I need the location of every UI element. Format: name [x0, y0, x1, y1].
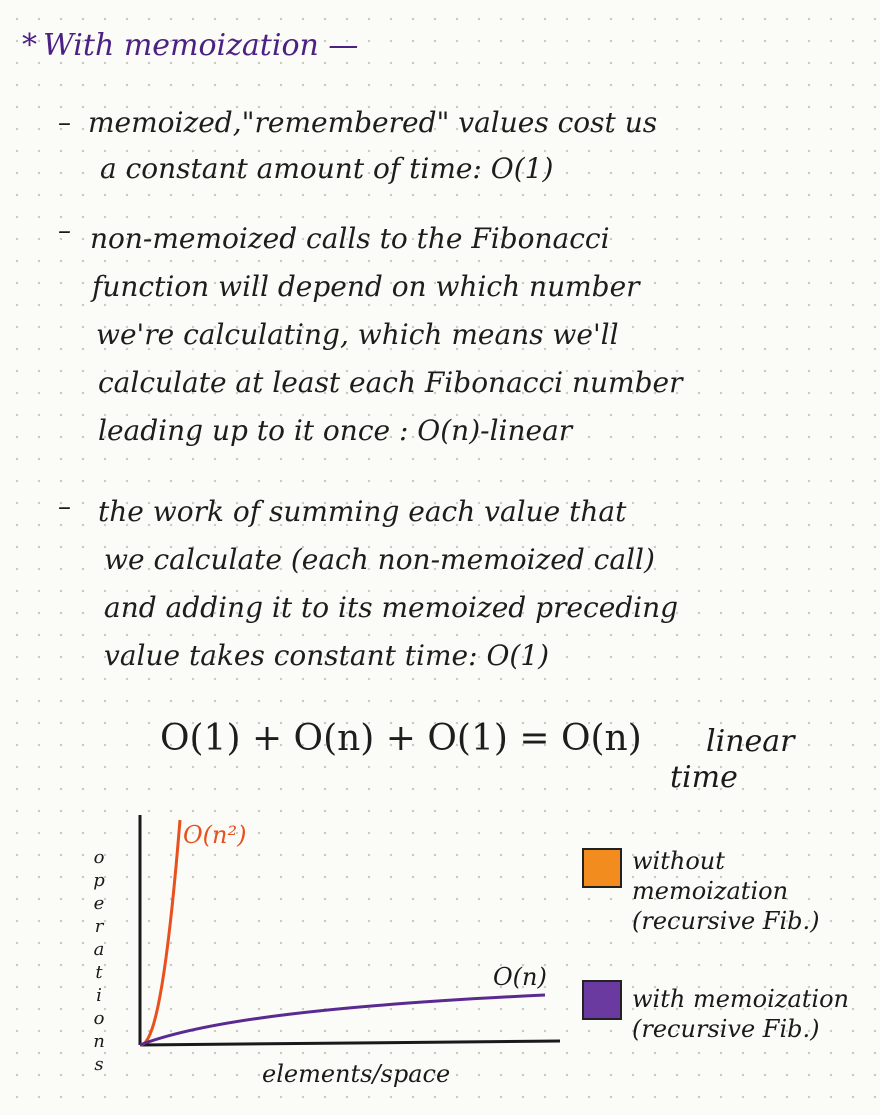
bullet-3-line-4: value takes constant time: O(1): [104, 639, 550, 672]
star-icon: *: [22, 28, 37, 63]
y-axis-label-letter: o: [93, 847, 105, 868]
legend-without-line-1: without: [632, 847, 725, 875]
bullet-2-line-1: non-memoized calls to the Fibonacci: [90, 222, 610, 255]
legend-label-with: [632, 984, 849, 1044]
legend-without-line-2: memoization: [632, 877, 789, 905]
bullet-3-line-3: and adding it to its memoized preceding: [104, 591, 679, 624]
bullet-2-line-5: leading up to it once : O(n)-linear: [98, 414, 573, 447]
quadratic-curve: [140, 820, 180, 1045]
title-text: With memoization: [43, 28, 319, 63]
bullet-1-line-2: a constant amount of time: O(1): [100, 152, 554, 185]
quadratic-label: O(n²): [183, 821, 247, 849]
complexity-chart: [85, 805, 585, 1065]
y-axis-label-letter: r: [94, 916, 104, 937]
title-dash: —: [328, 28, 359, 63]
x-axis-label: elements/space: [262, 1060, 451, 1088]
legend-with-line-2: (recursive Fib.): [632, 1015, 820, 1043]
bullet-2-line-3: we're calculating, which means we'll: [96, 318, 619, 351]
bullet-2-line-4: calculate at least each Fibonacci number: [98, 366, 683, 399]
y-axis-label-letter: i: [96, 985, 102, 1006]
equation-linear-label: linear: [706, 724, 795, 759]
legend-label-without: [632, 846, 819, 936]
bullet-3-line-1: the work of summing each value that: [98, 495, 627, 528]
legend-swatch-with: [582, 980, 622, 1020]
legend-swatch-with-fill: [584, 982, 620, 1018]
y-axis-label-letter: t: [95, 962, 103, 983]
bullet-2-line-2: function will depend on which number: [92, 270, 640, 303]
x-axis: [140, 1041, 560, 1045]
bullet-3-line-2: we calculate (each non-memoized call): [104, 543, 655, 576]
bullet-marker-3: –: [58, 492, 71, 522]
legend-swatch-without: [582, 848, 622, 888]
y-axis-label-letter: e: [93, 893, 105, 914]
equation-time-label: time: [670, 760, 738, 795]
y-axis-label-letter: s: [94, 1054, 104, 1075]
bullet-marker-2: –: [58, 216, 71, 246]
legend-swatch-without-fill: [584, 850, 620, 886]
legend-with-line-1: with memoization: [632, 985, 849, 1013]
legend-without-line-3: (recursive Fib.): [632, 907, 820, 935]
y-axis-label: [88, 846, 110, 1076]
bullet-1-line-1: memoized,"remembered" values cost us: [88, 106, 658, 139]
y-axis-label-letter: a: [93, 939, 105, 960]
bullet-marker-1: –: [58, 108, 71, 138]
page-title: [22, 28, 358, 63]
y-axis-label-letter: n: [93, 1031, 105, 1052]
complexity-equation: O(1) + O(n) + O(1) = O(n): [160, 718, 642, 759]
linear-label: O(n): [493, 963, 547, 991]
y-axis-label-letter: o: [93, 1008, 105, 1029]
y-axis-label-letter: p: [93, 870, 105, 891]
linear-curve: [140, 995, 545, 1045]
